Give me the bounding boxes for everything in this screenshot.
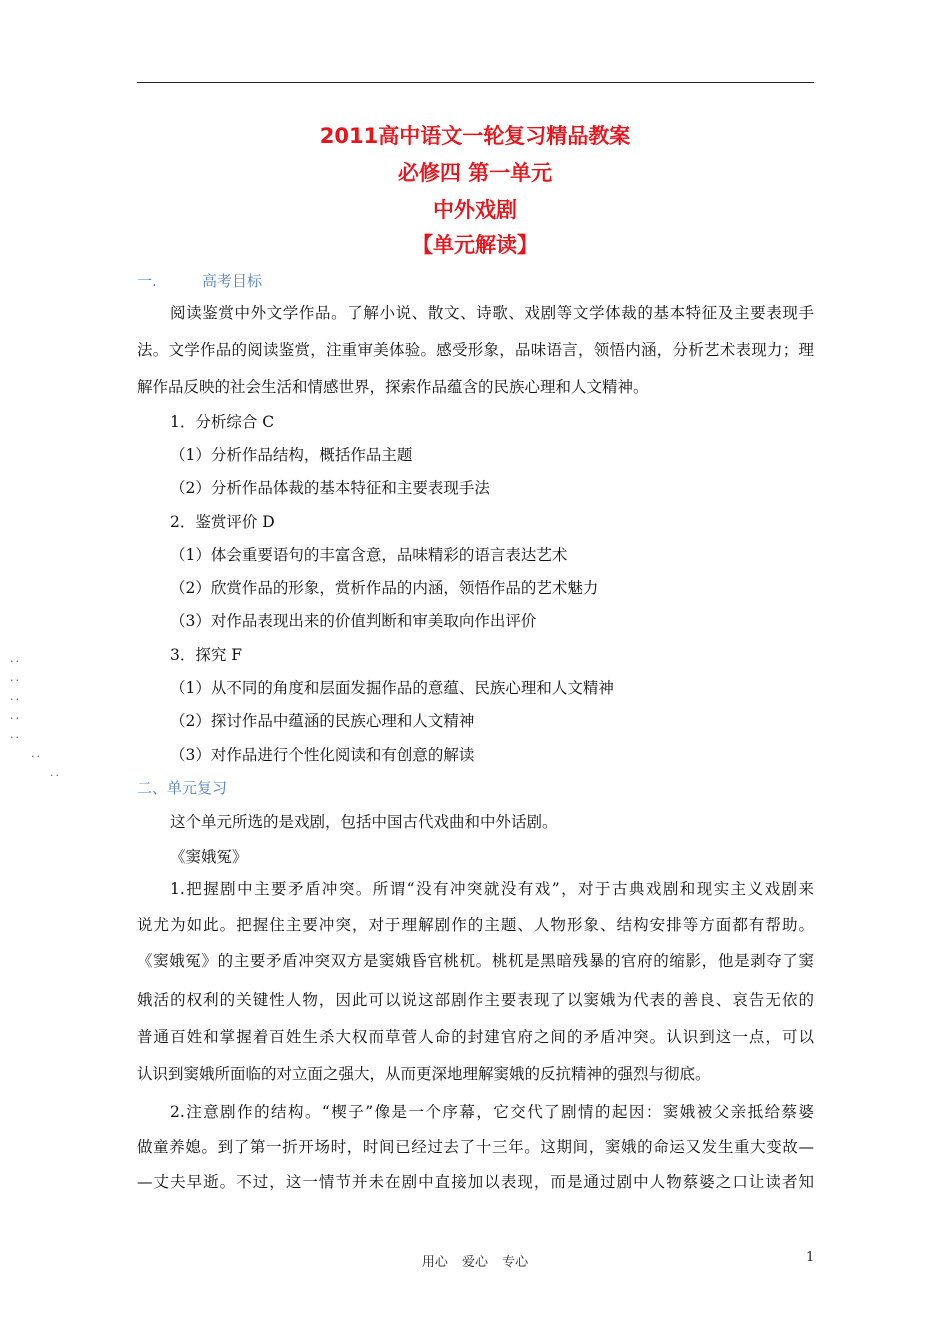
work-title: 《窦娥冤》 [170,848,248,866]
paragraph-line: 说尤为如此。把握住主要冲突，对于理解剧作的主题、人物形象、结构安排等方面都有帮助。 [137,916,814,934]
doc-subtitle: 必修四 第一单元 [397,161,553,185]
margin-mark: .. [10,671,21,684]
doc-unit-title: 中外戏剧 [433,198,517,222]
list-item: （2）分析作品体裁的基本特征和主要表现手法 [170,479,490,497]
section1-intro-line: 阅读鉴赏中外文学作品。了解小说、散文、诗歌、戏剧等文学体裁的基本特征及主要表现手 [170,304,814,322]
list-item: （2）探讨作品中蕴涵的民族心理和人文精神 [170,712,475,730]
section1-intro-line: 法。文学作品的阅读鉴赏，注重审美体验。感受形象，品味语言，领悟内涵，分析艺术表现力；理 [137,341,814,359]
section1-intro-line: 解作品反映的社会生活和情感世界，探索作品蕴含的民族心理和人文精神。 [137,378,649,396]
paragraph-line: 《窦娥冤》的主要矛盾冲突双方是窦娥昏官桃杌。桃杌是黑暗残暴的官府的缩影，他是剥夺了窦 [137,952,814,970]
list-item: （2）欣赏作品的形象，赏析作品的内涵，领悟作品的艺术魅力 [170,579,599,597]
page-footer: 用心 爱心 专心 [421,1255,529,1270]
section2-heading: 二、单元复习 [137,779,228,797]
paragraph-line: 娥活的权利的关键性人物，因此可以说这部剧作主要表现了以窦娥为代表的善良、哀告无依的 [137,991,814,1009]
margin-mark: .. [10,709,21,722]
list-item: 3．探究 F [170,646,243,664]
paragraph-line: 做童养媳。到了第一折开场时，时间已经过去了十三年。这期间，窦娥的命运又发生重大变故— [137,1138,814,1156]
list-item: 1．分析综合 C [170,413,275,431]
paragraph-line: 普通百姓和掌握着百姓生杀大权而草菅人命的封建官府之间的矛盾冲突。认识到这一点，可以 [137,1028,814,1046]
list-item: （1）体会重要语句的丰富含意，品味精彩的语言表达艺术 [170,546,568,564]
doc-section-label: 【单元解读】 [412,233,538,257]
page-number: 1 [806,1250,815,1265]
list-item: （3）对作品表现出来的价值判断和审美取向作出评价 [170,612,537,630]
header-rule [137,82,814,83]
paragraph-line: 认识到窦娥所面临的对立面之强大，从而更深地理解窦娥的反抗精神的强烈与彻底。 [137,1065,711,1083]
paragraph-line: 1.把握剧中主要矛盾冲突。所谓“没有冲突就没有戏”，对于古典戏剧和现实主义戏剧来 [170,880,814,898]
list-item: （1）分析作品结构，概括作品主题 [170,446,413,464]
paragraph-line: 2.注意剧作的结构。“楔子”像是一个序幕，它交代了剧情的起因：窦娥被父亲抵给蔡婆 [170,1103,814,1121]
margin-mark: .. [31,747,42,760]
margin-mark: .. [10,728,21,741]
section1-number: 一. [137,272,157,290]
paragraph-line: —丈夫早逝。不过，这一情节并未在剧中直接加以表现，而是通过剧中人物蔡婆之口让读者知 [137,1173,814,1191]
list-item: （3）对作品进行个性化阅读和有创意的解读 [170,746,475,764]
list-item: 2．鉴赏评价 D [170,513,275,531]
list-item: （1）从不同的角度和层面发掘作品的意蕴、民族心理和人文精神 [170,679,614,697]
section1-heading: 高考目标 [202,272,263,290]
section2-intro: 这个单元所选的是戏剧，包括中国古代戏曲和中外话剧。 [170,813,558,831]
margin-mark: .. [10,690,21,703]
margin-mark: .. [50,766,61,779]
doc-title: 2011高中语文一轮复习精品教案 [319,124,631,148]
margin-mark: .. [10,652,21,665]
